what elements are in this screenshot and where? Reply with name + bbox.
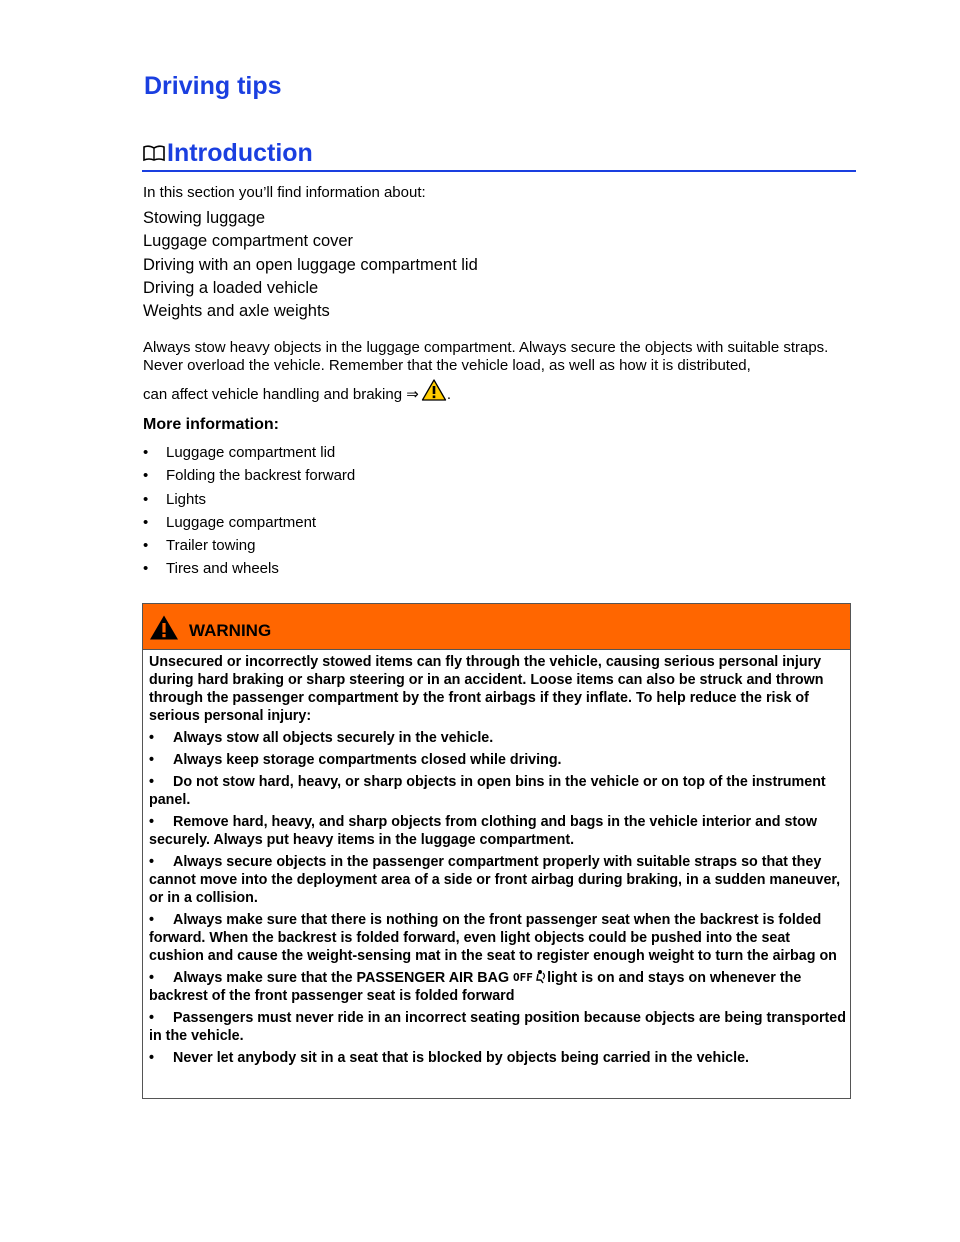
warning-item: • Remove hard, heavy, and sharp objects from clothing and bags in the vehicle interior and stow securely. Always put heavy items in the luggage compartment. [149, 814, 818, 848]
topic-item[interactable]: Stowing luggage [143, 209, 266, 227]
warning-item: • Never let anybody sit in a seat that is blocked by objects being carried in the vehicle. [149, 1050, 750, 1066]
more-info-item[interactable]: • Trailer towing [143, 534, 355, 557]
page-title: Driving tips [144, 72, 282, 100]
warning-header [143, 604, 850, 650]
more-info-heading: More information: [143, 416, 279, 433]
warning-item: • Do not stow hard, heavy, or sharp objects in open bins in the vehicle or on top of the instrument panel. [149, 774, 826, 808]
warning-item: • Passengers must never ride in an incorrect seating position because objects are being transported in the vehicle. [149, 1010, 846, 1044]
topic-item[interactable]: Driving a loaded vehicle [143, 278, 319, 297]
warning-item: • Always secure objects in the passenger compartment properly with suitable straps so that they cannot move into the deployment area of a side or front airbag during braking, in a sudden maneuver, or in a collision. [149, 854, 841, 906]
more-info-item[interactable]: • Folding the backrest forward [143, 464, 355, 487]
warning-box [142, 603, 851, 1099]
warning-body [143, 650, 850, 1067]
topic-item[interactable]: Driving with an open luggage compartment lid [143, 255, 478, 274]
airbag-off-icon [513, 969, 547, 984]
intro-text: In this section you’ll find information about: [143, 184, 426, 201]
section-heading [142, 136, 856, 172]
warning-label: WARNING [189, 621, 272, 640]
topic-list [143, 207, 478, 323]
body-line-3: can affect vehicle handling and braking ⇒ [143, 386, 419, 403]
warning-item: • Always keep storage compartments closed while driving. [149, 752, 562, 768]
warning-item: • Always stow all objects securely in the vehicle. [149, 730, 494, 746]
warning-item-airbag: • Always make sure that the PASSENGER AIR BAG OFF light is on and stays on whenever the backrest of the front passenger seat is folded forward [149, 970, 802, 1004]
more-info-item[interactable]: • Luggage compartment lid [143, 441, 355, 464]
body-paragraph: Always stow heavy objects in the luggage compartment. Always secure the objects with suitable straps. Never overload the vehicle. Remember that the vehicle load, as well as how it is distributed, [143, 339, 829, 374]
body-paragraph-end [143, 378, 451, 410]
book-icon [142, 144, 166, 162]
warning-intro: Unsecured or incorrectly stowed items can fly through the vehicle, causing serious personal injury during hard braking or sharp steering or in an accident. Loose items can also be struck and thrown through the passenger compartment by the front airbags if they inflate. To help reduce the risk of serious personal injury: [149, 654, 824, 724]
body-line-3-end: . [446, 386, 451, 403]
more-info-list [143, 441, 355, 581]
more-info-item[interactable]: • Tires and wheels [143, 557, 355, 580]
warning-triangle-icon [149, 614, 179, 641]
svg-text:OFF: OFF [513, 971, 533, 984]
more-info-item[interactable]: • Luggage compartment [143, 511, 355, 534]
topic-item[interactable]: Luggage compartment cover [143, 232, 354, 251]
warning-item: • Always make sure that there is nothing on the front passenger seat when the backrest is folded forward. When the backrest is folded forward, even light objects could be pushed into the seat cushion and cause the weight-sensing mat in the seat to register enough weight to turn the airbag on [149, 912, 837, 964]
more-info-item[interactable]: • Lights [143, 488, 355, 511]
section-title: Introduction [167, 139, 313, 167]
topic-item[interactable]: Weights and axle weights [143, 302, 330, 321]
warning-triangle-icon[interactable] [421, 378, 447, 402]
